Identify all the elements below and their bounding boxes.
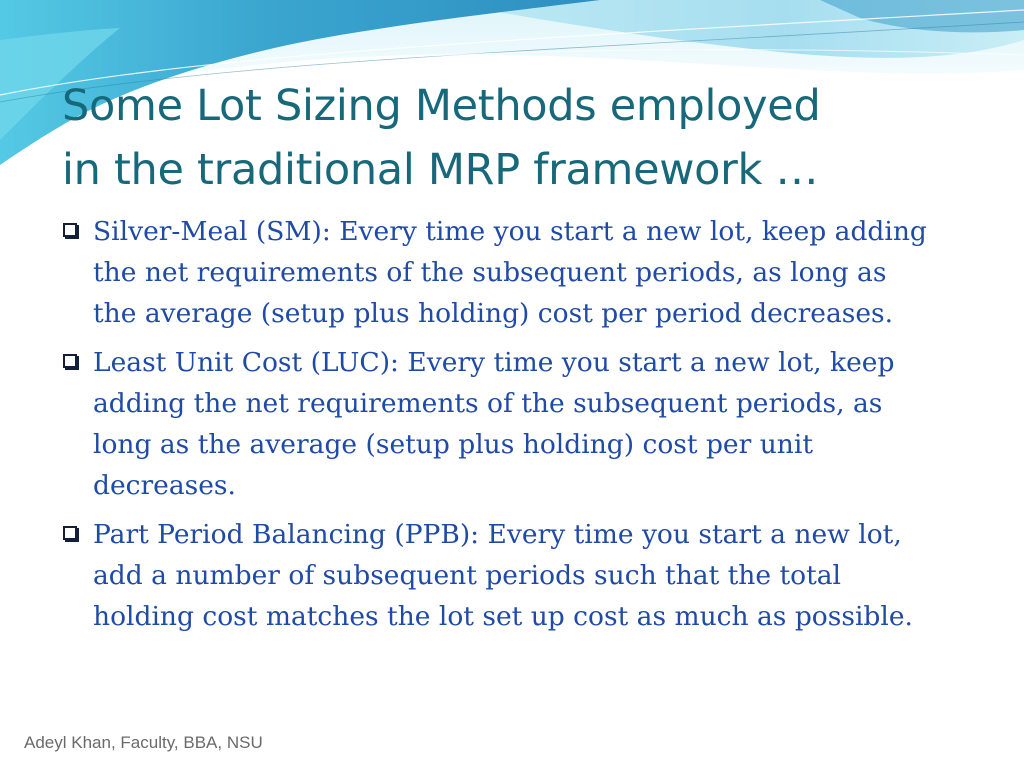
slide-footer: Adeyl Khan, Faculty, BBA, NSU [24,733,263,752]
checkbox-icon [63,526,77,540]
bullet-list [62,211,932,645]
bullet-text: Part Period Balancing (PPB): Every time you start a new lot, add a number of subsequent periods such that the total holding cost matches the lot set up cost as much as possible. [93,519,913,632]
bullet-text: Least Unit Cost (LUC): Every time you start a new lot, keep adding the net requirements of the subsequent periods, as long as the average (setup plus holding) cost per unit decreases. [93,347,895,501]
slide-title [62,74,962,202]
bullet-item-least-unit-cost [62,342,932,506]
slide-title-line-1: Some Lot Sizing Methods employed [62,81,821,131]
bullet-text: Silver-Meal (SM): Every time you start a new lot, keep adding the net requirements of the subsequent periods, as long as the average (setup plus holding) cost per period decreases. [93,216,927,329]
slide-title-line-2: in the traditional MRP framework … [62,145,819,195]
bullet-item-part-period-balancing [62,514,932,637]
checkbox-icon [63,223,77,237]
checkbox-icon [63,354,77,368]
bullet-item-silver-meal [62,211,932,334]
